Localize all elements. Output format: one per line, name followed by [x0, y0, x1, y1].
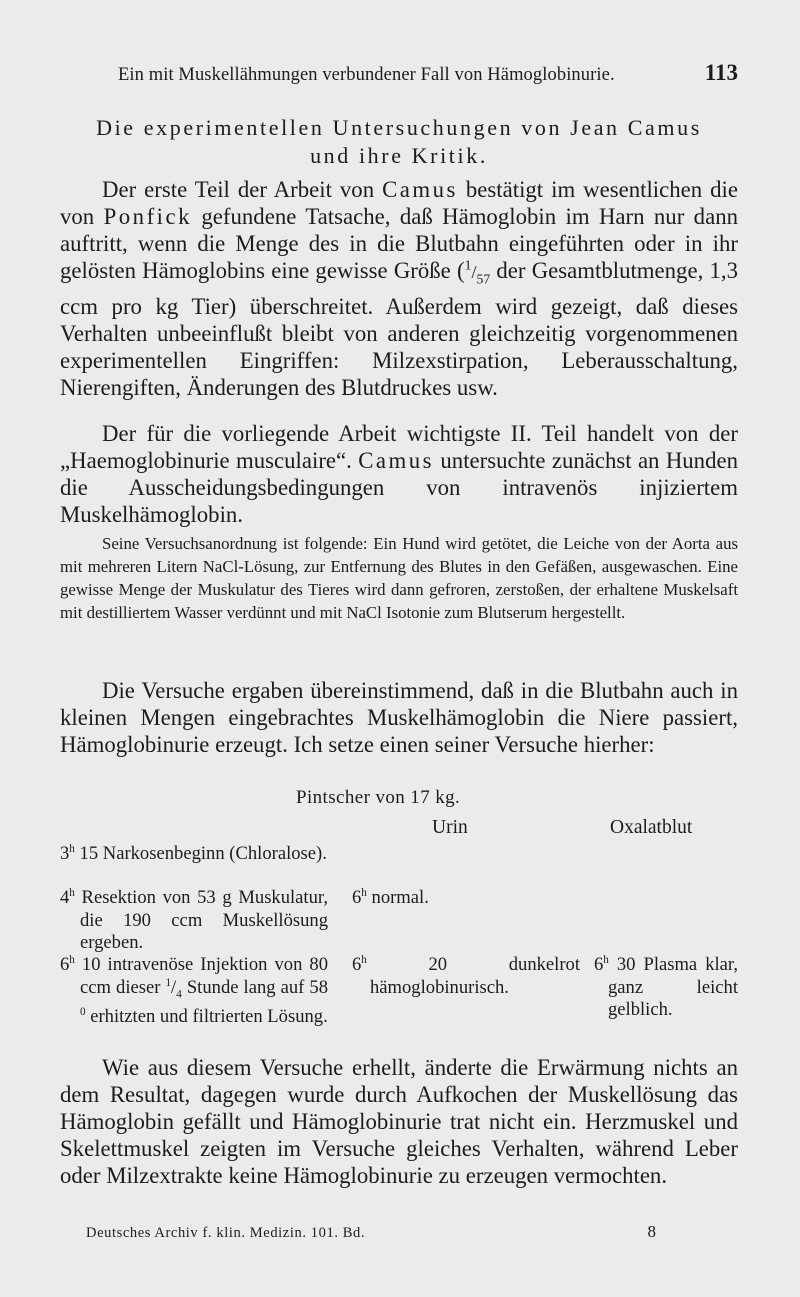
experiment-row-3-time: 6$^h$ 10 intravenöse Injektion von 80 ccm dieser $^1/_4$ Stunde lang auf 58 $^0$ erhitzten und filtrierten Lösung. — [60, 953, 328, 1027]
row-text: Resektion von 53 g Muskulatur, die 190 ccm Muskellösung ergeben. — [74, 887, 328, 953]
hour-superscript: h — [69, 953, 75, 966]
paragraph-2 — [60, 420, 738, 528]
hour-value: 6 — [352, 954, 362, 975]
row-text: normal. — [366, 887, 429, 908]
hour-value: 6 — [60, 954, 70, 975]
signature-mark: 8 — [647, 1222, 656, 1241]
paragraph-1-text-d: der Gesamtblutmenge, 1,3 ccm pro kg Tier) überschreitet. Außerdem wird gezeigt, daß dieses Verhalten unbeeinflußt bleibt von anderen gleichzeitig vorgenommenen experimentellen Eingriffen: Milzexstirpation, Leberausschaltung, Nierengiften, Änderungen des Blutdruckes usw. — [60, 258, 738, 400]
row-text-b: Stunde lang auf 58 — [181, 976, 328, 998]
experiment-row-1-time — [60, 843, 328, 866]
running-header — [118, 60, 738, 86]
hour-value: 6 — [594, 954, 604, 975]
page-footer — [86, 1222, 656, 1242]
row-text-c: erhitzten und filtrierten Lösung. — [85, 1005, 328, 1027]
experiment-row-2-time — [60, 887, 328, 955]
hour-superscript: h — [69, 842, 75, 855]
degree-superscript: 0 — [80, 1005, 86, 1018]
paragraph-4: Die Versuche ergaben übereinstimmend, daß in die Blutbahn auch in kleinen Mengen eingebrachtes Muskelhämoglobin die Niere passiert, Hämoglobinurie erzeugt. Ich setze einen seiner Versuche hierher: — [60, 678, 738, 757]
author-name-camus: Camus — [382, 177, 458, 202]
fraction-denominator: 4 — [176, 988, 182, 1001]
hour-value: 4 — [60, 887, 70, 908]
fraction-numerator: 1 — [464, 257, 472, 273]
hour-superscript: h — [603, 953, 609, 966]
paragraph-1-text-c: gefundene Tatsache, daß Hämoglobin im Harn nur dann auftritt, wenn die Menge des in die Blutbahn eingeführten oder in ihr gelösten Hämoglobins eine gewisse Größe ( — [60, 204, 738, 283]
experiment-row-2-urin — [352, 887, 580, 910]
paragraph-5: Wie aus diesem Versuche erhellt, änderte die Erwärmung nichts an dem Resultat, dagegen wurde durch Aufkochen der Muskellösung das Hämoglobin gefällt und Hämoglobinurie trat nicht ein. Herzmuskel und Skelettmuskel zeigten im Versuche gleiches Verhalten, während Leber oder Milzextrakte keine Hämoglobinurie zu erzeugen vermochten. — [60, 1055, 738, 1188]
section-heading-line-1: Die experimentellen Untersuchungen von Jean Camus — [96, 115, 702, 140]
hour-value: 6 — [352, 887, 362, 908]
paragraph-2-text-a: Der für die vorliegende Arbeit wichtigste II. Teil handelt von der „Haemoglobinurie musculaire“. — [60, 421, 738, 473]
section-heading — [58, 114, 740, 170]
fraction-numerator: 1 — [165, 976, 172, 989]
author-name-camus-2: Camus — [358, 448, 435, 473]
experiment-title: Pintscher von 17 kg. — [296, 787, 461, 808]
row-text-a: 10 intravenöse Injektion von 80 ccm dieser — [74, 954, 328, 998]
row-text: 20 dunkelrot hämoglobinurisch. — [366, 954, 580, 998]
column-header-urin: Urin — [432, 817, 468, 838]
experiment-row-3-urin — [352, 954, 580, 999]
hour-superscript: h — [361, 886, 367, 899]
experiment-row-3-oxalatblut — [594, 954, 738, 1022]
hour-superscript: h — [361, 953, 367, 966]
row-text: 30 Plasma klar, ganz leicht gelblich. — [608, 954, 738, 1020]
footer-source: Deutsches Archiv f. klin. Medizin. 101. Bd. — [86, 1225, 366, 1241]
row-text: 15 Narkosenbeginn (Chloralose). — [74, 843, 327, 864]
section-heading-line-2: und ihre Kritik. — [310, 143, 488, 168]
paragraph-1: Der erste Teil der Arbeit von Camus bestätigt im wesentlichen die von Ponfick gefundene Tatsache, daß Hämoglobin im Harn nur dann auftritt, wenn die Menge des in die Blutbahn eingeführten oder in ihr gelösten Hämoglobins eine gewisse Größe ($^1/_{57}$ der Gesamtblutmenge, 1,3 ccm pro kg Tier) überschreitet. Außerdem wird gezeigt, daß dieses Verhalten unbeeinflußt bleibt von anderen gleichzeitig vorgenommenen experimentellen Eingriffen: Milzexstirpation, Leberausschaltung, Nierengiften, Änderungen des Blutdruckes usw. — [60, 177, 738, 400]
running-title: Ein mit Muskellähmungen verbundener Fall von Hämoglobinurie. — [118, 65, 615, 85]
hour-value: 3 — [60, 843, 70, 864]
paragraph-3-small-print: Seine Versuchsanordnung ist folgende: Ein Hund wird getötet, die Leiche von der Aorta aus mit mehreren Litern NaCl-Lösung, zur Entfernung des Blutes in den Gefäßen, ausgewaschen. Eine gewisse Menge der Muskulatur des Tieres wird dann gefroren, zerstoßen, der erhaltene Muskelsaft mit destilliertem Wasser verdünnt und mit NaCl Isotonie zum Blutserum hergestellt. — [60, 534, 738, 622]
author-name-ponfick: Ponfick — [103, 204, 193, 229]
column-header-oxalatblut: Oxalatblut — [610, 817, 693, 838]
paragraph-2-text-b: untersuchte zunächst an Hunden die Ausscheidungsbedingungen von intravenös injiziertem Muskelhämoglobin. — [60, 448, 738, 527]
page-number: 113 — [704, 60, 738, 85]
fraction-denominator: 57 — [476, 271, 491, 287]
paragraph-1-text-a: Der erste Teil der Arbeit von — [102, 177, 375, 202]
hour-superscript: h — [69, 886, 75, 899]
paragraph-1-text-b: bestätigt im wesentlichen die von — [60, 177, 738, 229]
